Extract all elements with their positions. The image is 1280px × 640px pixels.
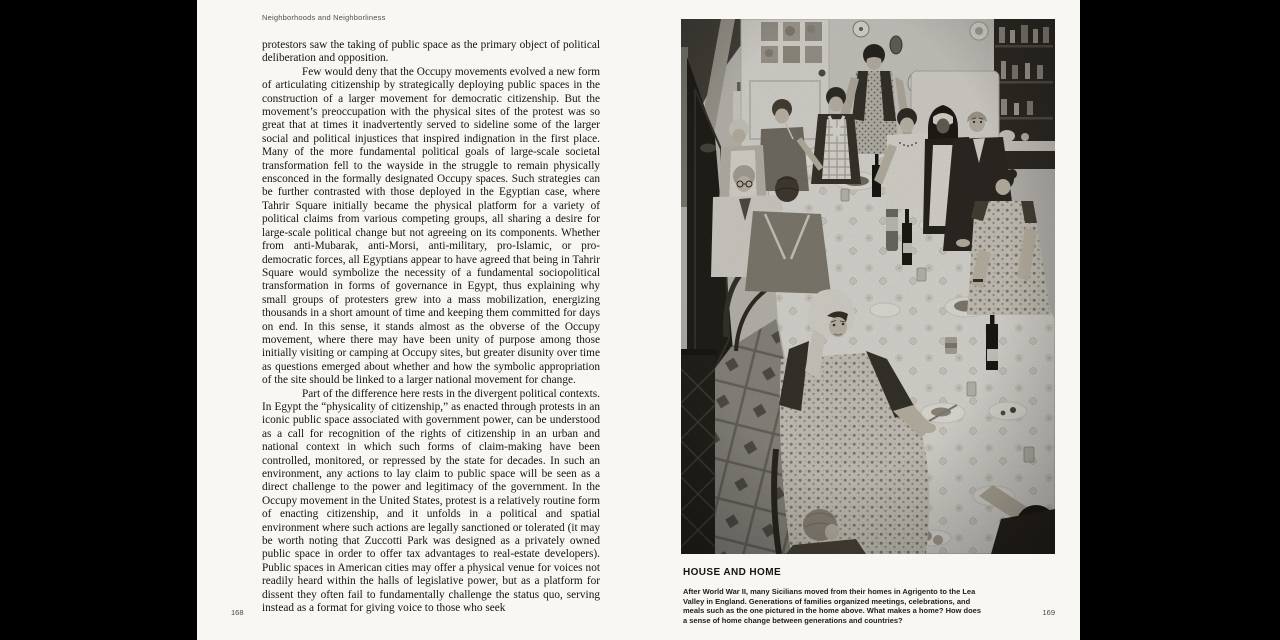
photo-caption-text: After World War II, many Sicilians moved from their homes in Agrigento to the Lea Valley in England. Generations of families organized meetings, celebrations, and meals such as the one pictured in the home above. What makes a home? How does a sense of home change between generations and countries? <box>683 587 981 626</box>
page-number-left: 168 <box>231 608 244 617</box>
paragraph: Few would deny that the Occupy movements evolved a new form of articulating citizenship by strategically deploying public spaces in the construction of a larger movement for democratic citizenship. But the movement’s preoccupation with the physical sites of the protest was so great that at times it inadvertently served to sideline some of the larger social and political injustices that inspired indignation in the first place. Many of the more fundamental political goals of large-scale societal transformation fell to the wayside in the struggle to remain physically ensconced in the formally designated Occupy spaces. Such strategies can be further contrasted with those deployed in the Egyptian case, where Tahrir Square initially became the physical platform for a variety of political claims from various competing groups, all sharing a desire for large-scale political change but not agreeing on its components. Whether from anti-Mubarak, anti-Morsi, anti-military, pro-Islamic, or pro-democratic forces, all Egyptians appear to have agreed that being in Tahrir Square would symbolize the necessity of a fundamental sociopolitical transformation in forms of governance in Egypt, thus explaining why small groups of protesters grew into a mass mobilization, energizing thousands in a short amount of time and keeping them committed for days on end. In this sense, it stands almost as the obverse of the Occupy movement, where there may have been unity of purpose among those initially visiting or camping at Occupy sites, but greater disunity over time as questions emerged about whether and how the symbolic appropriation of the site should be linked to a larger national movement for change. <box>262 65 600 387</box>
film-grain-overlay <box>681 19 1055 554</box>
paragraph: protestors saw the taking of public space as the primary object of political deliberation and opposition. <box>262 39 600 65</box>
page-number-right: 169 <box>1042 608 1055 617</box>
book-spread <box>197 0 1080 640</box>
running-header: Neighborhoods and Neighborliness <box>262 13 386 22</box>
paragraph: Part of the difference here rests in the divergent political contexts. In Egypt the “physicality of citizenship,” as enacted through protests in an iconic public space associated with government power, can be understood as a call for recognition of the rights of citizenship in an urban and national context in which such forms of claim-making have been controlled, monitored, or repressed by the state for decades. In such an environment, any actions to lay claim to public space will be seen as a direct challenge to the power and legitimacy of the government. In the Occupy movement in the United States, protest is a relatively routine form of enacting citizenship, and it unfolds in a political and spatial environment where such actions are legally sanctioned or tolerated (it may be worth noting that Zuccotti Park was designed as a privately owned public space in order to offer tax advantages to real-estate developers). Public spaces in American cities may offer a physical venue for voices not readily heard within the halls of legislative power, but as a platform for dissent they often fail to fundamentally challenge the status quo, serving instead as a format for giving voice to those who seek <box>262 387 600 615</box>
body-text-column <box>262 39 600 615</box>
family-meal-photo <box>681 19 1055 554</box>
photo-caption-title: HOUSE AND HOME <box>683 567 782 578</box>
